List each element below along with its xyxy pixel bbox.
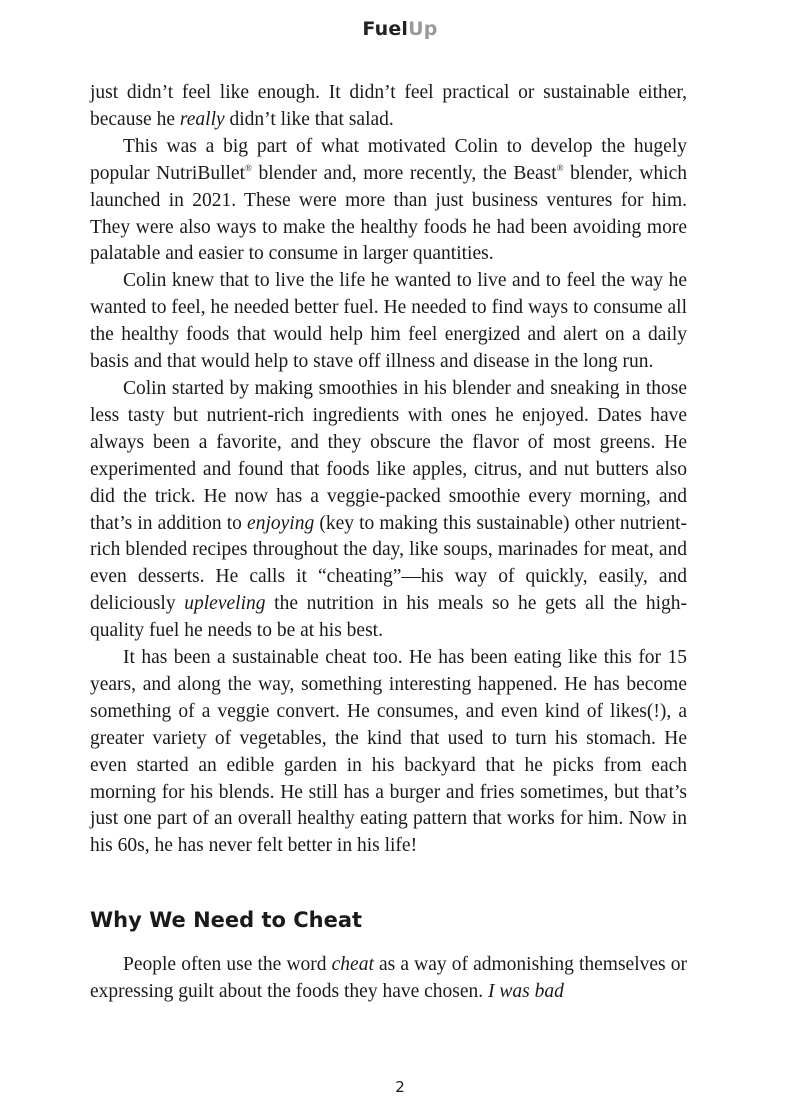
- paragraph-5: It has been a sustainable cheat too. He has been eating like this for 15 years, and along the way, something interesting happened. He has become something of a veggie convert. He consumes, and even kind of likes(!), a greater variety of vegetables, the kind that used to turn his stomach. He even started an edible garden in his backyard that he picks from each morning for his blends. He still has a burger and fries sometimes, but that’s just one part of an overall healthy eating pattern that works for him. Now in his 60s, he has never felt better in his life!: [90, 647, 687, 857]
- paragraph-3: Colin knew that to live the life he wanted to live and to feel the way he wanted to feel, he needed better fuel. He needed to find ways to consume all the healthy foods that would help him feel energized and alert on a daily basis and that would help to stave off illness and disease in the long run.: [90, 270, 687, 373]
- section-paragraph-emphasis-2: I was bad: [488, 980, 564, 1002]
- section-body-text: [90, 952, 687, 1006]
- registered-mark: ®: [556, 162, 564, 173]
- paragraph-1-text-b: didn’t like that salad.: [224, 108, 394, 130]
- paragraph-1-emphasis: really: [179, 108, 225, 130]
- paragraph-2-text-a: This was a big part of what motivated Colin to develop the hugely popular NutriBullet: [90, 135, 687, 184]
- paragraph-4-emphasis-1: enjoying: [247, 512, 315, 534]
- paragraph-4-emphasis-2: upleveling: [184, 593, 266, 615]
- section-paragraph-1: [90, 952, 687, 1006]
- paragraph-2-text-c: blender, which launched in 2021. These were more than just business ventures for him. They were also ways to make the healthy foods he had been avoiding more palatable and easier to consume in larger quantities.: [90, 162, 687, 265]
- section-paragraph-emphasis-1: cheat: [331, 954, 374, 975]
- paragraph-4-text-b: (key to making this sustainable) other nutrient-rich blended recipes throughout the day, like soups, marinades for meat, and even desserts. He calls it “cheating”—his way of quickly, easily, and deliciously: [90, 512, 687, 615]
- header-brand-fuel: Fuel: [362, 18, 409, 40]
- running-header: [0, 18, 800, 40]
- paragraph-4-text-a: Colin started by making smoothies in his blender and sneaking in those less tasty but nutrient-rich ingredients with ones he enjoyed. Dates have always been a favorite, and they obscure the flavor of most greens. He experimented and found that foods like apples, citrus, and nut butters also did the trick. He now has a veggie-packed smoothie every morning, and that’s in addition to: [90, 377, 687, 534]
- section-paragraph-text-b: as a way of admonishing themselves or expressing guilt about the foods they have chosen.: [90, 954, 687, 1002]
- section-heading: Why We Need to Cheat: [90, 908, 363, 932]
- paragraph-2: [90, 134, 687, 269]
- paragraph-1-text-a: just didn’t feel like enough. It didn’t feel practical or sustainable either, because he: [90, 82, 687, 130]
- paragraph-2-text-b: blender and, more recently, the Beast: [251, 162, 557, 184]
- body-text: [90, 80, 687, 860]
- page-number: 2: [395, 1078, 405, 1096]
- paragraph-4-text-c: the nutrition in his meals so he gets all the high-quality fuel he needs to be at his best.: [90, 593, 688, 642]
- header-brand-up: Up: [408, 18, 438, 40]
- registered-mark: ®: [245, 162, 252, 173]
- paragraph-4: [90, 376, 687, 645]
- section-paragraph-text-a: People often use the word: [123, 954, 332, 975]
- paragraph-1: [90, 80, 687, 134]
